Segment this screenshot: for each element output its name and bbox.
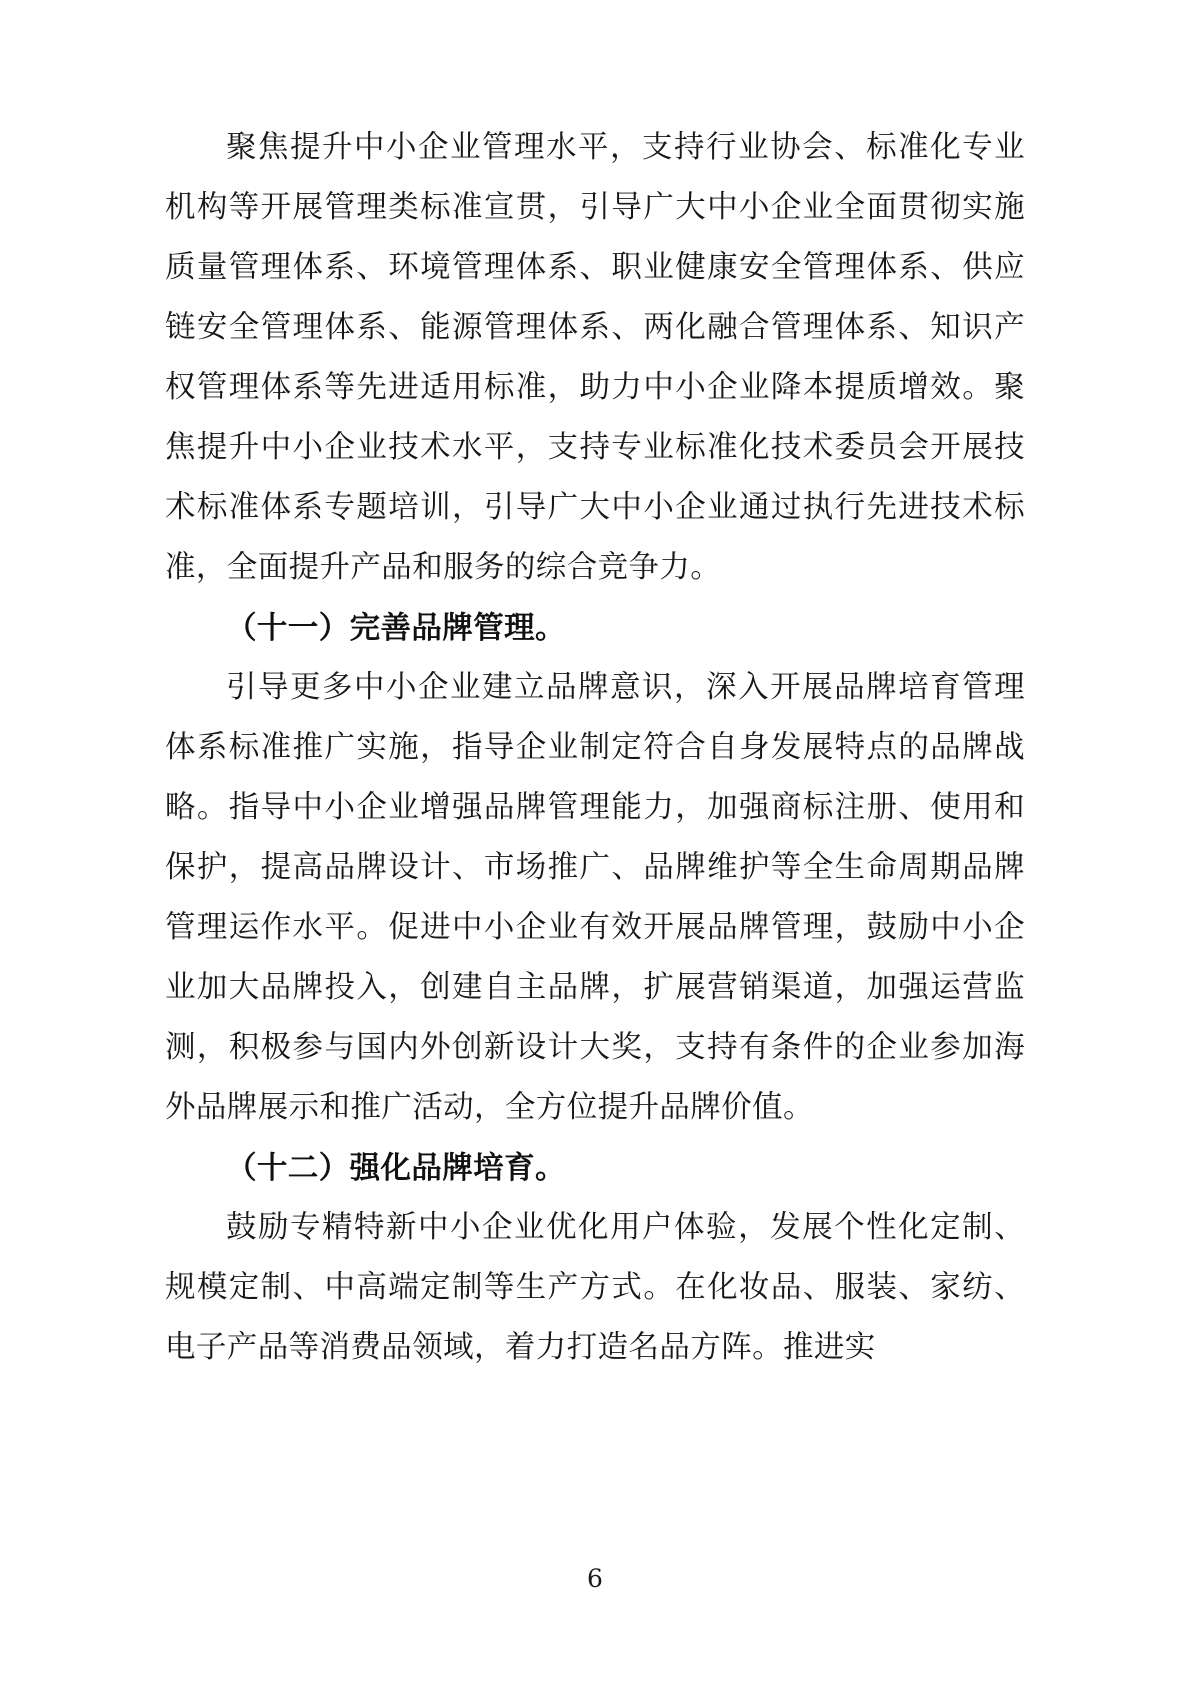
heading-eleven-brand-management: （十一）完善品牌管理。 [226,610,566,646]
paragraph-brand-management: 引导更多中小企业建立品牌意识，深入开展品牌培育管理体系标准推广实施，指导企业制定符合自身发展特点的品牌战略。指导中小企业增强品牌管理能力，加强商标注册、使用和保护，提高品牌设计、市场推广、品牌维护等全生命周期品牌管理运作水平。促进中小企业有效开展品牌管理，鼓励中小企业加大品牌投入，创建自主品牌，扩展营销渠道，加强运营监测，积极参与国内外创新设计大奖，支持有条件的企业参加海外品牌展示和推广活动，全方位提升品牌价值。 [165,670,1025,1125]
document-body [165,118,1025,1378]
paragraph-standards-promotion: 聚焦提升中小企业管理水平，支持行业协会、标准化专业机构等开展管理类标准宣贯，引导广大中小企业全面贯彻实施质量管理体系、环境管理体系、职业健康安全管理体系、供应链安全管理体系、能源管理体系、两化融合管理体系、知识产权管理体系等先进适用标准，助力中小企业降本提质增效。聚焦提升中小企业技术水平，支持专业标准化技术委员会开展技术标准体系专题培训，引导广大中小企业通过执行先进技术标准，全面提升产品和服务的综合竞争力。 [165,130,1025,585]
paragraph-brand-cultivation: 鼓励专精特新中小企业优化用户体验，发展个性化定制、规模定制、中高端定制等生产方式。在化妆品、服装、家纺、电子产品等消费品领域，着力打造名品方阵。推进实 [165,1210,1025,1365]
page-number: 6 [587,1564,603,1593]
heading-twelve-brand-cultivation: （十二）强化品牌培育。 [226,1150,566,1186]
